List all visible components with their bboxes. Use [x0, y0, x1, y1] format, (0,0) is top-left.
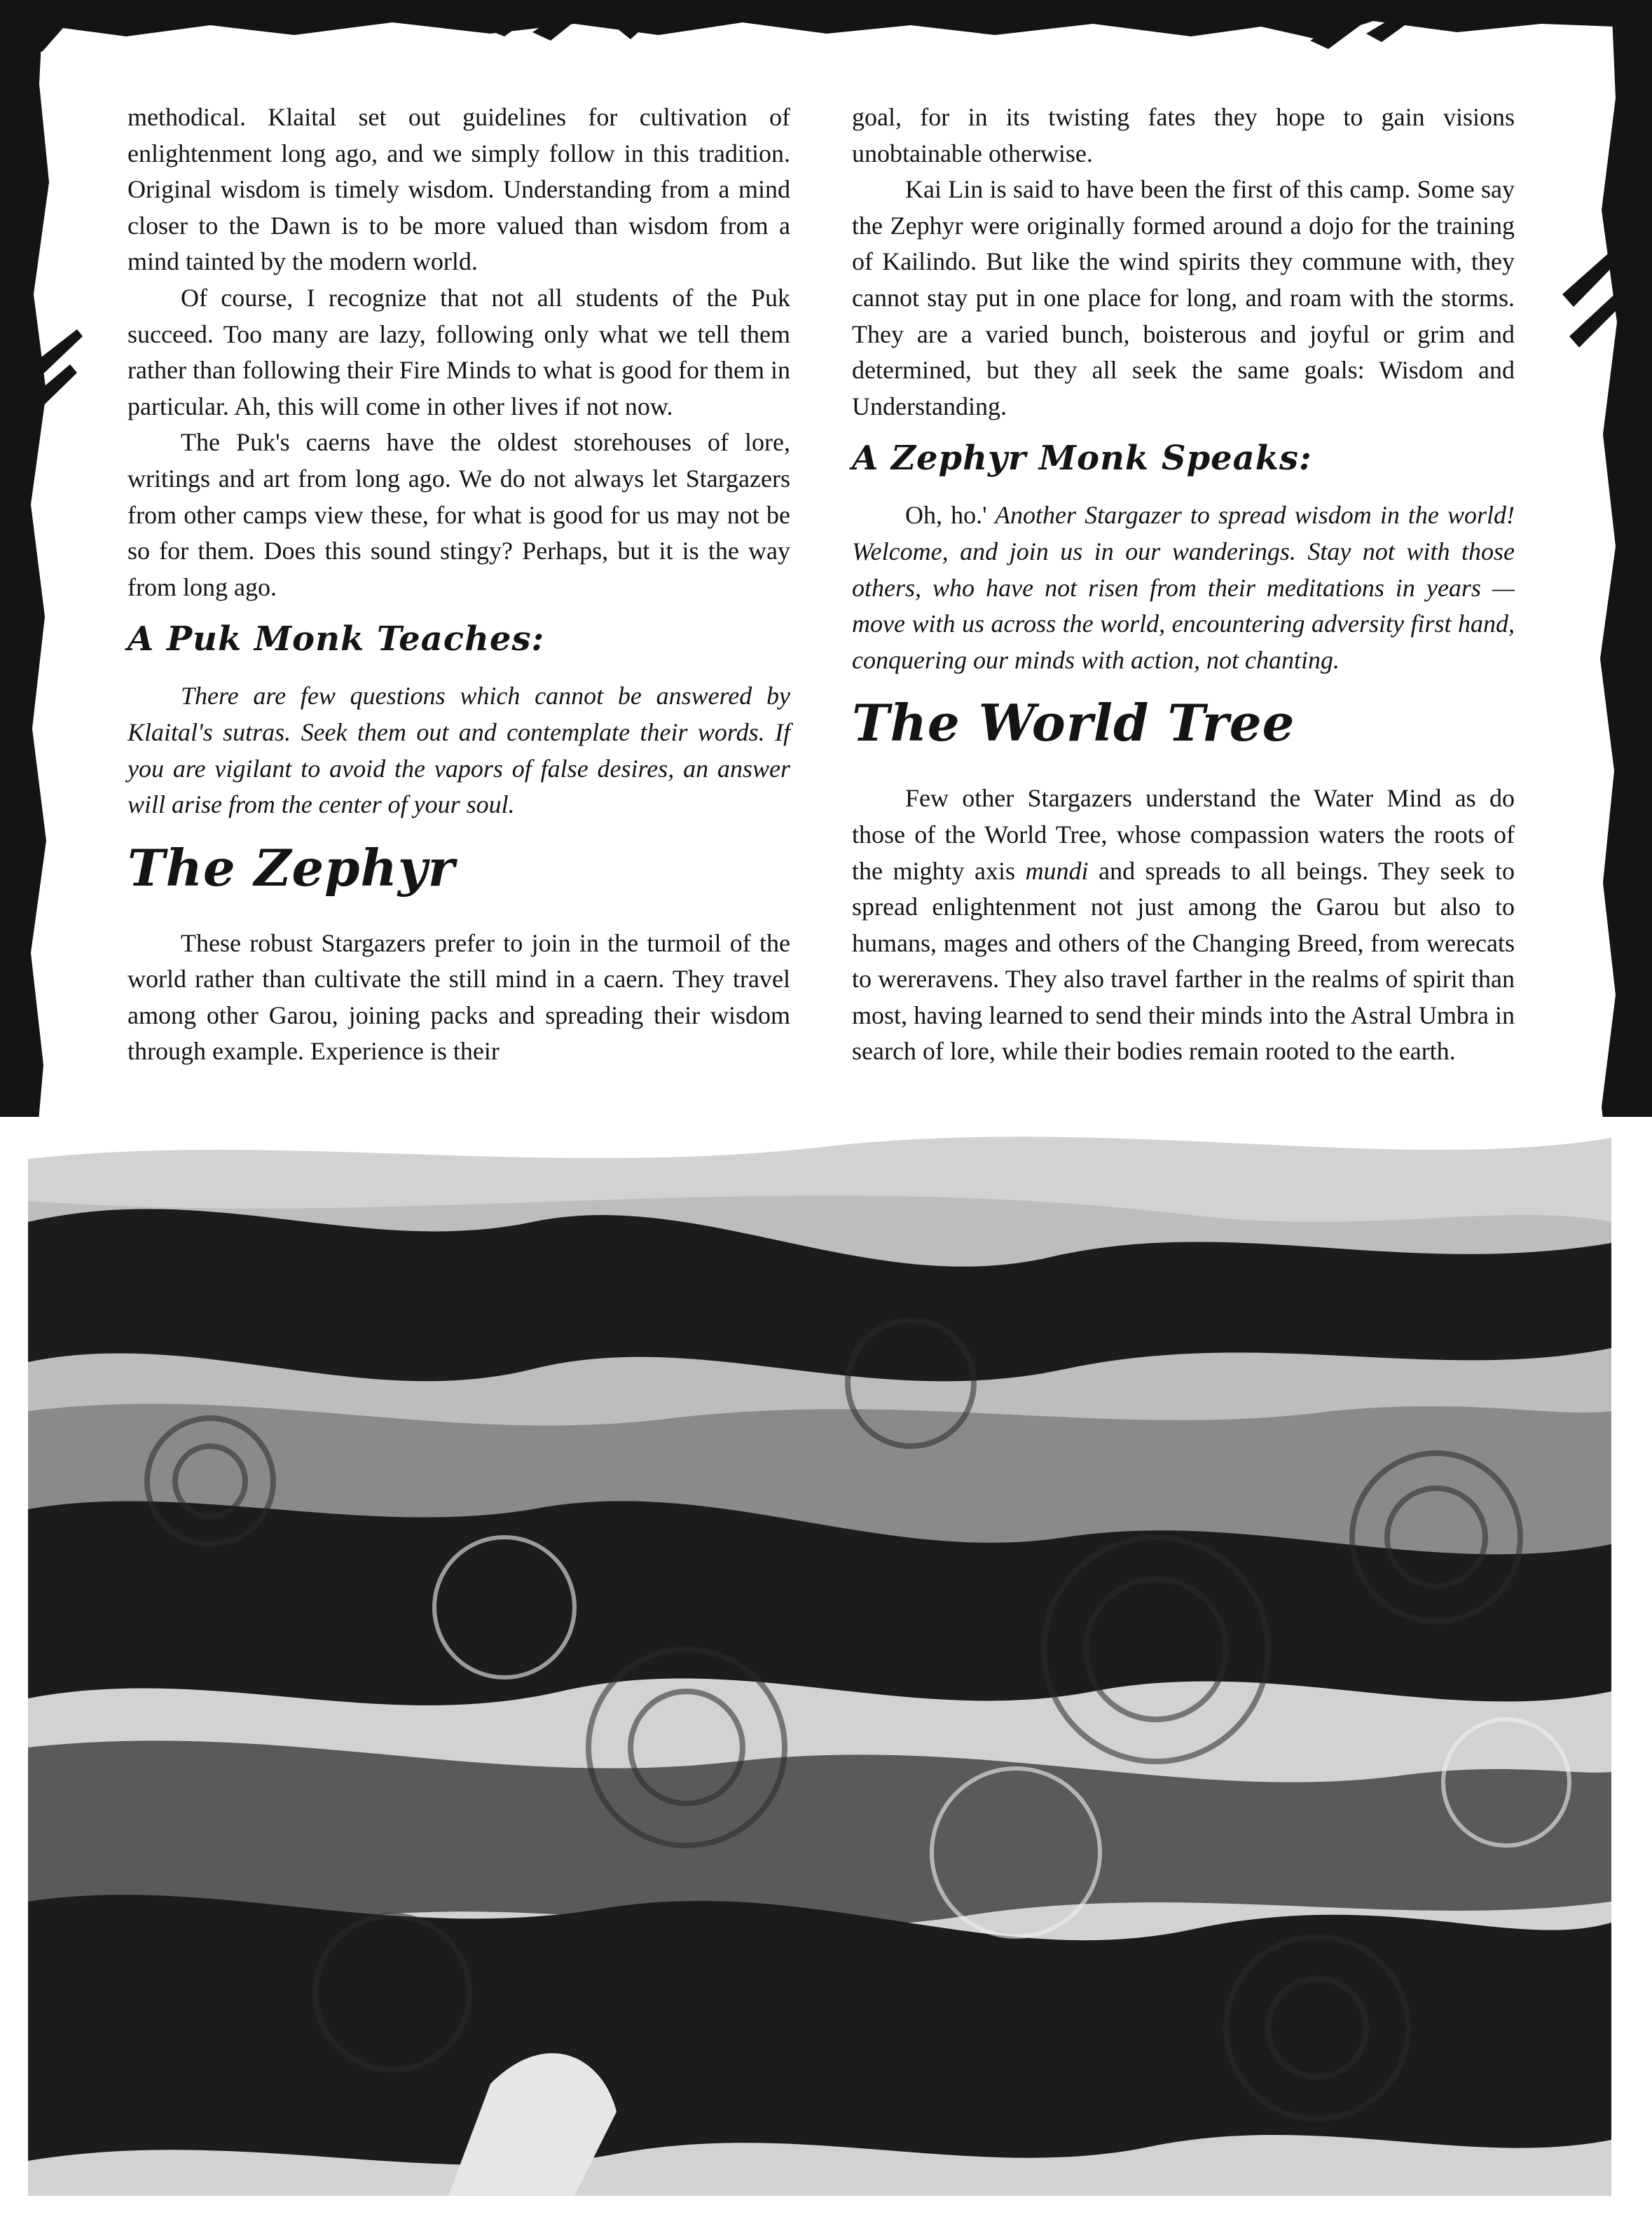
body-paragraph: Of course, I recognize that not all students of the Puk succeed. Too many are lazy, following only what we tell them rather than following their Fire Minds to what is good for them in particular. Ah, this will come in other lives if not now.	[128, 283, 790, 420]
body-text: Few other Stargazers understand the Water Mind as do those of the World Tree, whose compassion waters the roots of the mighty axis	[852, 784, 1515, 885]
world-tree-heading: The World Tree	[852, 693, 1295, 753]
body-paragraph	[852, 781, 1515, 1070]
puk-monk-heading: A Puk Monk Teaches:	[128, 619, 545, 659]
body-paragraph: These robust Stargazers prefer to join in the turmoil of the world rather than cultivate the still mind in a caern. They travel among other Garou, joining packs and spreading their wisdom through example. Experience is their	[128, 928, 790, 1066]
body-paragraph: Kai Lin is said to have been the first of this camp. Some say the Zephyr were originally formed around a dojo for the training of Kailindo. But like the wind spirits they commune with, they cannot stay put in one place for long, and roam with the storms. They are a varied bunch, boisterous and joyful or grim and determined, but they all seek the same goals: Wisdom and Understanding.	[852, 175, 1515, 420]
body-text: and spreads to all beings. They seek to spread enlightenment not just among the Garou but also to humans, mages and others of the Changing Breed, from werecats to wereravens. They also travel farther in the realms of spirit than most, having learned to send their minds into the Astral Umbra in search of lore, while their bodies remain rooted to the earth.	[852, 856, 1515, 1066]
quote-opening: Oh, ho.'	[905, 501, 987, 530]
body-paragraph: The Puk's caerns have the oldest storehouses of lore, writings and art from long ago. We do not always let Stargazers from other camps view these, for what is good for us may not be so for them. Does this sound stingy? Perhaps, but it is the way from long ago.	[128, 428, 790, 601]
zephyr-heading: The Zephyr	[128, 837, 455, 898]
zephyr-monk-quote	[852, 497, 1515, 678]
zephyr-monk-heading: A Zephyr Monk Speaks:	[852, 439, 1312, 479]
left-column	[128, 99, 790, 1070]
right-column	[852, 99, 1515, 1070]
body-paragraph: goal, for in its twisting fates they hope to gain visions unobtainable otherwise.	[852, 103, 1515, 167]
body-paragraph: methodical. Klaital set out guidelines for cultivation of enlightenment long ago, and we simply follow in this tradition. Original wisdom is timely wisdom. Understanding from a mind closer to the Dawn is to be more valued than wisdom from a mind tainted by the modern world.	[128, 103, 790, 276]
puk-monk-quote: There are few questions which cannot be answered by Klaital's sutras. Seek them out and contemplate their words. If you are vigilant to avoid the vapors of false desires, an answer will arise from the center of your soul.	[128, 682, 790, 819]
ink-wash-artwork	[0, 1117, 1652, 2219]
emphasis-text: mundi	[1025, 856, 1089, 885]
quote-text: Another Stargazer to spread wisdom in the world! Welcome, and join us in our wanderings. Stay not with those others, who have not risen from their meditations in years — move with us across the world, encountering adversity first hand, conquering our minds with action, not chanting.	[852, 501, 1515, 674]
